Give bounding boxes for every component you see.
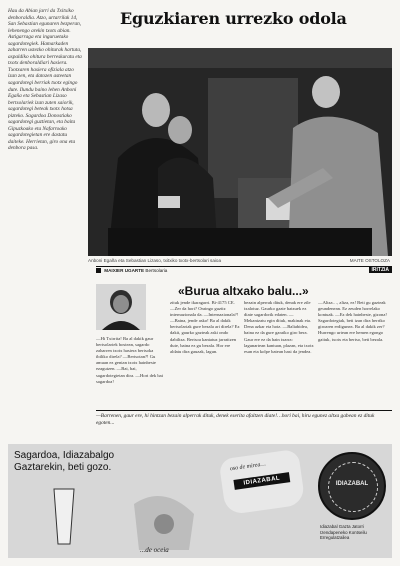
- photo-caption: Anboni Egaña eta Sebastian Lizaso, txitxiko txotx-bertsolari saioa: [88, 258, 222, 263]
- byline-role: Bertsolaria: [145, 268, 168, 273]
- seal-ring: [328, 462, 378, 512]
- ad-headline-line-2: Gaztarekin, beti gozo.: [14, 462, 112, 473]
- seal-label: IDIAZABAL: [335, 481, 369, 487]
- byline-square-icon: [96, 268, 101, 273]
- cheese-brand-label: IDIAZABAL: [233, 472, 290, 490]
- ad-headline: [14, 450, 164, 474]
- left-italic-column: [8, 8, 82, 256]
- ad-footnote: Idiazabal Gazta Jatorri Izendapeneko Kontseilu Erregulatzailea: [320, 524, 367, 541]
- photo-caption-bar: [88, 258, 392, 263]
- column-text: —Altza…, altza, ez! Beti gu gazteak geundenean. Ez zeuden horrelako kontuak. —Ez dek hainbeste, gizona! Sagardotegiak, beti izan dira herriko giroaren erdigunea. Ba al dakik zer? Hurrengo urtean ere hemen egongo gaituk, txotx eta bertso, beti bezala.: [318, 300, 387, 342]
- label-script-text: oso de mirea…: [229, 461, 267, 473]
- article-photo: [88, 48, 392, 256]
- interview-columns: [96, 300, 392, 406]
- column-text: zituk jende ikaragarri. Bi-4175 CE. —Zer da hori? Oraingo guztiz internazionala da. —Internazionala?! —Baina, jende asko! Ba al dakik bertsolariak gure bezala ari direla? Ez dakit, gaurko gazteak aski ondo dabiltza. Bertsoa kantatuz jarraitzen dute, baina ez gu bezala. Hor ere aldatu dira gauzak, lagun.: [170, 300, 240, 354]
- article-headline: Eguzkiaren urrezko odola: [120, 9, 347, 28]
- section-label: IRITZIA: [369, 267, 393, 273]
- interview-byline: [96, 268, 392, 276]
- glass-illustration: [14, 484, 214, 554]
- advertisement: [8, 444, 392, 558]
- newspaper-page: [8, 6, 392, 560]
- interview-column-3: [244, 300, 314, 406]
- column-text: bezain alperrak dituk, denak ere zile txalotuz. Gaurko gazte batzuek ez diate sagardorik edaten. —Mekanizatu egin dituk, makinak eta. Dena azkar eta hotz. —Baliabidea, baina ez da gure garaiko giro bera. Gaur ere ez da hain txarra: lagunartean kantuan, plazan, eta txotx esan eta kolpe batean hasi da jendea.: [244, 300, 314, 354]
- interview-subhead: «Burua altxako balu...»: [178, 284, 309, 298]
- cheese-label-card: [218, 449, 305, 516]
- byline-author: MAIXIER UGARTE: [104, 268, 145, 273]
- ad-bottom-text: ...de oceia: [140, 546, 169, 554]
- column-text: —Hi Txirrita! Ba al dakik gaur bertsolariek bostean, sagardo zaharren txotx hasiera bertsoka ibiliko direla? —Bertsotan?! Gu amuan ez genian txotx hainbeste ezagutzen. —Bai, bai, sagardotegietan dira. —Hori dek bai sagardoa!: [96, 336, 163, 384]
- interview-column-4: [318, 300, 392, 406]
- pull-quote: —Barrenen, gaur ere, hi hintzan bezain alperrak dituk, denek eserita afaltzen diate!…hori bai, hiru egunez altxa gabean ez dituk egoten...: [96, 410, 392, 427]
- interview-column-2: [170, 300, 240, 406]
- interview-column-1: [96, 336, 166, 406]
- ad-headline-line-1: Sagardoa, Idiazabalgo: [14, 450, 115, 461]
- photo-credit: MAITE OSTOLOZA: [349, 258, 390, 263]
- section-rule: [96, 266, 392, 267]
- left-column-text: Hau da Abian jarri da Txitxiko denboraldia. Atzo, urtarrilak 14, San Sebastian egunaren bezperan, lehenengo arekin txotx abian. Astigarraga eta inguruetako sagardotegiek. Hamarkaden zaharren ustezko ohiturak hartuta, aspaldiko ohitura berreskuratu eta txotx denboraldiari hasiera. Txotxaren hasiera ofiziala atzo izan zen, eta datozen asteetan sagardotegi berriak txotx egingo dute. Ilundu baino lehen Anboni Egaña eta Sebastian Lizaso bertsolariek izan zuten saiorik, sagardotegi beteak txotx hotsa pizteko. Sagardoa Donostiako sagardotegi guztietan, eta baita Gipuzkoako eta Nafarroako sagardotegietan ere dastatu daiteke. Herrietan, giro ona eta denbora pasa.: [8, 8, 82, 152]
- denomination-seal: [318, 452, 386, 520]
